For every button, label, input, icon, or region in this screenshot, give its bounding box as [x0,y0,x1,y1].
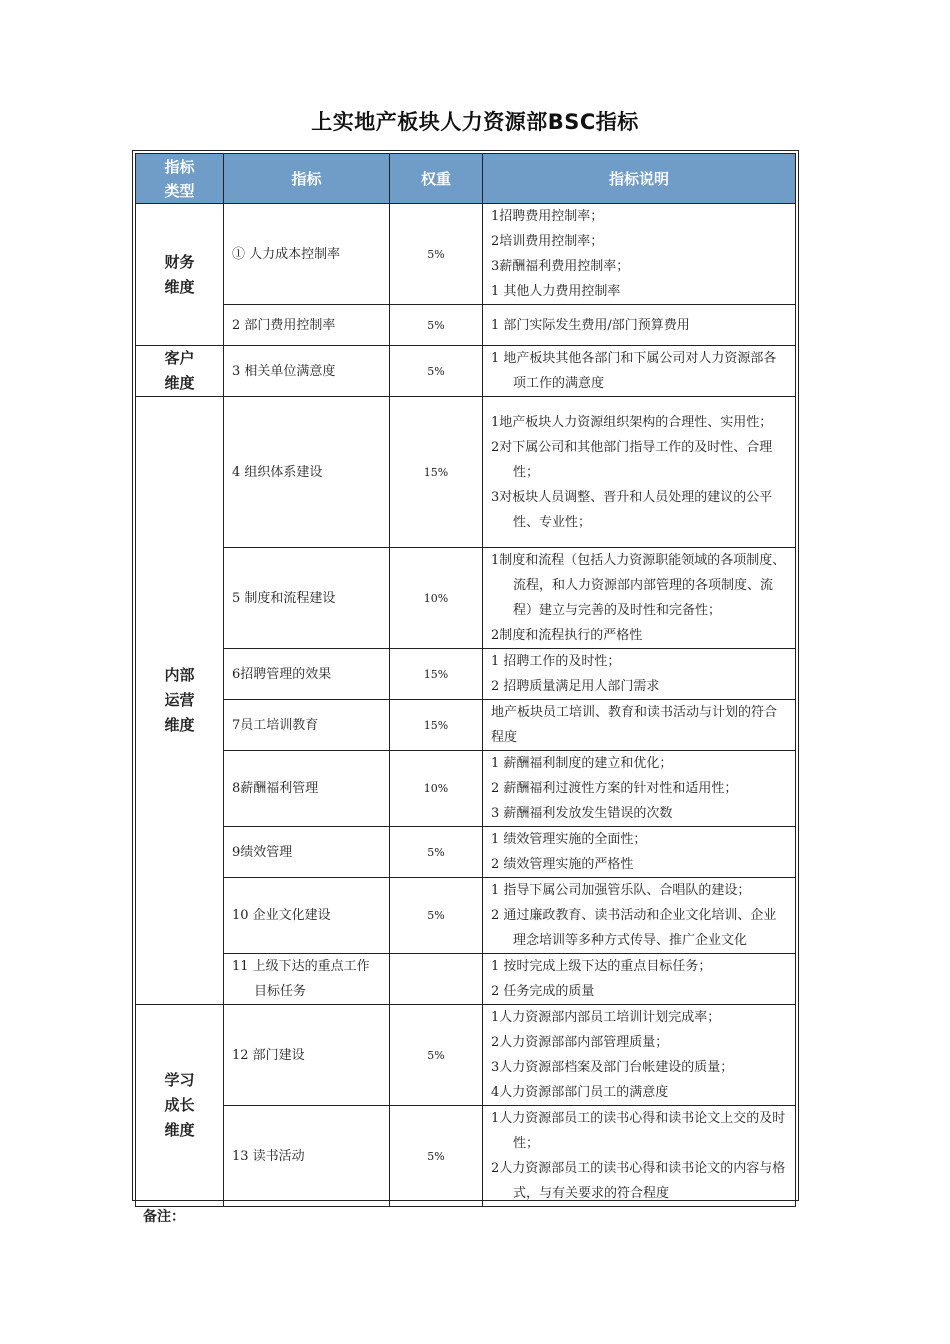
desc-line: 1 按时完成上级下达的重点目标任务； [491,959,712,974]
desc-line: 3人力资源部档案及部门台帐建设的质量； [491,1060,734,1075]
header-type-line1: 指标 [164,157,195,176]
indicator-name: 9绩效管理 [224,827,390,878]
indicator-description [483,305,796,346]
desc-line: 2对下属公司和其他部门指导工作的及时性、合理性； [491,439,773,480]
indicator-description [483,751,796,827]
category-line: 运营 [164,691,195,709]
indicator-description [483,649,796,700]
indicator-weight: 5% [390,1005,483,1106]
header-weight: 权重 [390,154,483,204]
desc-line: 2 薪酬福利过渡性方案的针对性和适用性； [491,781,738,796]
category-customer [136,346,224,397]
desc-line: 3薪酬福利费用控制率； [491,259,630,274]
indicator-weight: 5% [390,878,483,954]
category-line: 维度 [164,277,195,296]
indicator-description [483,1005,796,1106]
table-row [136,878,796,954]
indicator-description [483,878,796,954]
desc-line: 1制度和流程（包括人力资源职能领域的各项制度、流程，和人力资源部内部管理的各项制度、流程）建立与完善的及时性和完备性； [491,553,786,618]
desc-line: 2 通过廉政教育、读书活动和企业文化培训、企业理念培训等多种方式传导、推广企业文化 [491,908,777,948]
header-type-line2: 类型 [164,181,195,200]
category-line: 成长 [164,1096,195,1114]
desc-line: 2人力资源部员工的读书心得和读书论文的内容与格式，与有关要求的符合程度 [491,1161,786,1201]
category-finance [136,204,224,346]
category-line: 财务 [164,252,195,271]
desc-line: 2 任务完成的质量 [491,984,595,999]
remarks-label: 备注： [143,1209,185,1225]
indicator-description [483,1106,796,1207]
category-internal [136,397,224,1005]
table-row [136,204,796,305]
table-row [136,1005,796,1106]
indicator-weight: 5% [390,1106,483,1207]
header-indicator: 指标 [224,154,390,204]
indicator-name: 7员工培训教育 [224,700,390,751]
desc-line: 2培训费用控制率； [491,234,604,249]
indicator-weight: 15% [390,700,483,751]
header-description: 指标说明 [483,154,796,204]
indicator-name: 8薪酬福利管理 [224,751,390,827]
desc-line: 1 部门实际发生费用/部门预算费用 [491,317,690,333]
category-learning [136,1005,224,1207]
indicator-name: 5 制度和流程建设 [224,548,390,649]
indicator-name-text: 11 上级下达的重点工作目标任务 [232,959,370,999]
desc-line: 1 绩效管理实施的全面性； [491,832,647,847]
table-row [136,751,796,827]
indicator-weight: 15% [390,649,483,700]
desc-line: 1招聘费用控制率； [491,209,604,224]
indicator-name: 13 读书活动 [224,1106,390,1207]
table-row [136,1106,796,1207]
desc-line: 1 招聘工作的及时性； [491,654,621,669]
desc-line: 2 招聘质量满足用人部门需求 [491,679,660,694]
indicator-description [483,954,796,1005]
indicator-name: ① 人力成本控制率 [224,204,390,305]
table-row [136,827,796,878]
indicator-description [483,827,796,878]
category-line: 维度 [164,1121,195,1139]
desc-line: 1地产板块人力资源组织架构的合理性、实用性； [491,414,773,430]
indicator-description [483,700,796,751]
indicator-name: 10 企业文化建设 [224,878,390,954]
indicator-weight: 5% [390,204,483,305]
desc-line: 1人力资源部员工的读书心得和读书论文上交的及时性； [491,1111,786,1151]
category-line: 客户 [164,349,195,367]
indicator-weight: 5% [390,346,483,397]
indicator-description [483,397,796,548]
page-title: 上实地产板块人力资源部BSC指标 [311,110,639,134]
desc-line: 4人力资源部部门员工的满意度 [491,1085,669,1100]
desc-line: 2制度和流程执行的严格性 [491,628,643,643]
category-line: 学习 [164,1071,195,1089]
bsc-table-frame [132,150,799,1201]
indicator-description [483,204,796,305]
indicator-description [483,548,796,649]
desc-line: 1人力资源部内部员工培训计划完成率； [491,1010,721,1025]
table-row [136,954,796,1005]
indicator-name: 2 部门费用控制率 [224,305,390,346]
category-line: 内部 [164,666,195,684]
indicator-name: 6招聘管理的效果 [224,649,390,700]
desc-line: 3 薪酬福利发放发生错误的次数 [491,806,673,821]
category-line: 维度 [164,716,195,734]
indicator-name: 4 组织体系建设 [224,397,390,548]
table-header-row [136,154,796,204]
table-row [136,548,796,649]
desc-line: 2人力资源部部内部管理质量； [491,1035,669,1050]
indicator-description [483,346,796,397]
desc-line: 3对板块人员调整、晋升和人员处理的建议的公平性、专业性； [491,489,773,530]
desc-line: 2 绩效管理实施的严格性 [491,857,634,872]
indicator-weight [390,954,483,1005]
desc-line: 地产板块员工培训、教育和读书活动与计划的符合程度 [491,705,778,745]
indicator-name [224,954,390,1005]
indicator-weight: 10% [390,548,483,649]
indicator-weight: 15% [390,397,483,548]
desc-line: 1 地产板块其他各部门和下属公司对人力资源部各项工作的满意度 [491,351,777,391]
indicator-name: 12 部门建设 [224,1005,390,1106]
header-type [136,154,224,204]
indicator-weight: 10% [390,751,483,827]
bsc-table [135,153,796,1207]
desc-line: 1 薪酬福利制度的建立和优化； [491,756,673,771]
table-row [136,700,796,751]
table-row [136,305,796,346]
table-row [136,649,796,700]
table-row [136,397,796,548]
category-line: 维度 [164,374,195,392]
indicator-weight: 5% [390,305,483,346]
indicator-weight: 5% [390,827,483,878]
table-row [136,346,796,397]
indicator-name: 3 相关单位满意度 [224,346,390,397]
desc-line: 1 其他人力费用控制率 [491,284,621,299]
desc-line: 1 指导下属公司加强管乐队、合唱队的建设； [491,883,751,898]
